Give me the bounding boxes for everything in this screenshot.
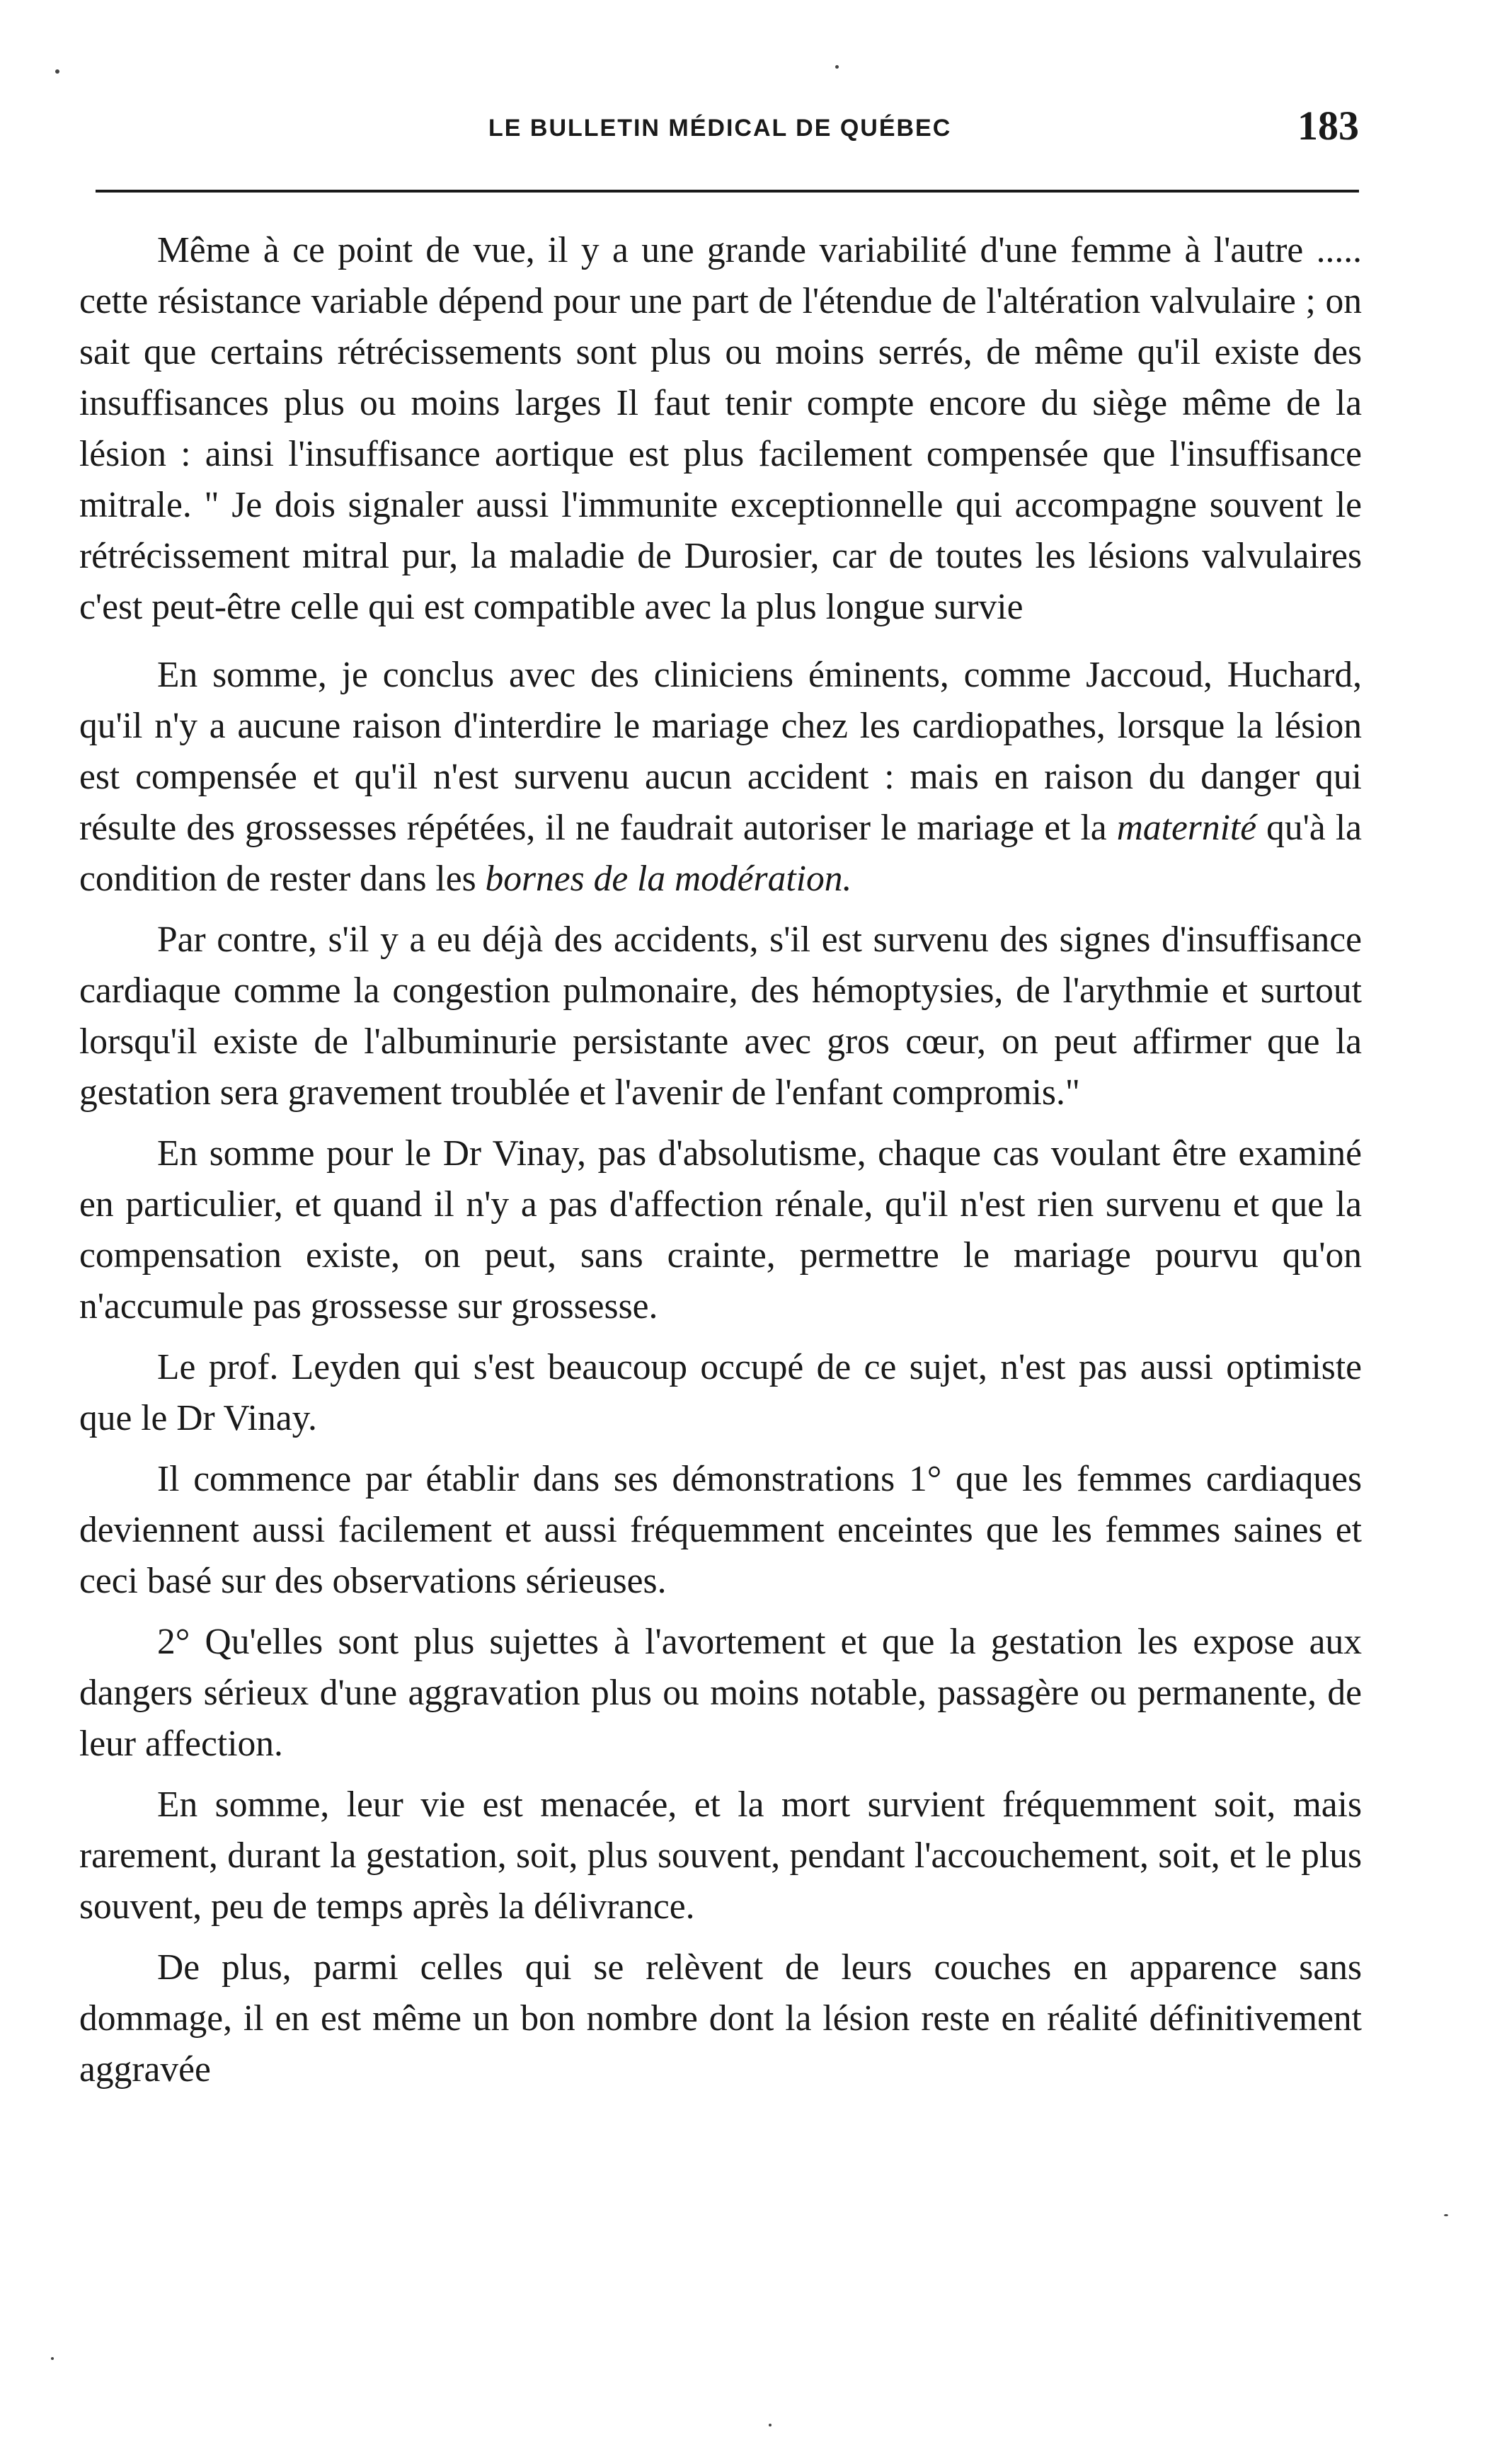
scan-speck <box>769 2424 772 2426</box>
paragraph-2-text: En somme, je conclus avec des cliniciens éminents, comme Jaccoud, Huchard, qu'il n'y a aucune raison d'interdire le mariage chez les cardiopathes, lorsque la lésion est compensée et qu'il n'est survenu aucun accident : mais en raison du danger qui résulte des grossesses répétées, il ne faudrait autoriser le mariage et la <box>79 655 1362 848</box>
scan-speck <box>55 69 59 74</box>
paragraph-4: En somme pour le Dr Vinay, pas d'absolutisme, chaque cas voulant être examiné en particulier, et quand il n'y a pas d'affection rénale, qu'il n'est rien survenu et que la compensation existe, on peut, sans crainte, permettre le mariage pourvu qu'on n'accumule pas grossesse sur grossesse. <box>79 1133 1362 1326</box>
paragraph-9: De plus, parmi celles qui se relèvent de leurs couches en apparence sans dommage, il en est même un bon nombre dont la lésion reste en réalité définitivement aggravée <box>79 1947 1362 2090</box>
paragraph-2 <box>79 650 1362 905</box>
paragraph-6: Il commence par établir dans ses démonstrations 1° que les femmes cardiaques deviennent aussi facilement et aussi fréquemment enceintes que les femmes saines et ceci basé sur des observations sérieuses. <box>79 1459 1362 1601</box>
header-rule <box>96 190 1359 193</box>
paragraph-8: En somme, leur vie est menacée, et la mort survient fréquemment soit, mais rarement, durant la gestation, soit, plus souvent, pendant l'accouchement, soit, et le plus souvent, peu de temps après la délivrance. <box>79 1784 1362 1927</box>
italic-moderation: bornes de la modération. <box>485 859 852 899</box>
page-header <box>92 99 1366 156</box>
paragraph-5: Le prof. Leyden qui s'est beaucoup occupé de ce sujet, n'est pas aussi optimiste que le Dr Vinay. <box>79 1347 1362 1438</box>
italic-maternite: maternité <box>1116 808 1257 848</box>
scan-speck <box>1444 2214 1448 2216</box>
scan-speck <box>835 65 839 69</box>
paragraph-1: Même à ce point de vue, il y a une grande variabilité d'une femme à l'autre ..... cette résistance variable dépend pour une part de l'étendue de l'altération valvulaire ; on sait que certains rétrécissements sont plus ou moins serrés, de même qu'il existe des insuffisances plus ou moins larges Il faut tenir compte encore du siège même de la lésion : ainsi l'insuffisance aortique est plus facilement compensée que l'insuffisance mitrale. " Je dois signaler aussi l'immunite exceptionnelle qui accompagne souvent le rétrécissement mitral pur, la maladie de Durosier, car de toutes les lésions valvulaires c'est peut-être celle qui est compatible avec la plus longue survie <box>79 230 1362 627</box>
paragraph-7: 2° Qu'elles sont plus sujettes à l'avortement et que la gestation les expose aux dangers sérieux d'une aggravation plus ou moins notable, passagère ou permanente, de leur affection. <box>79 1622 1362 1764</box>
body-text <box>79 225 1362 2105</box>
page-number: 183 <box>1297 103 1359 149</box>
paragraph-2-middle: qu'à la condition de rester dans les <box>79 808 1362 899</box>
paragraph-3: Par contre, s'il y a eu déjà des accidents, s'il est survenu des signes d'insuffisance cardiaque comme la congestion pulmonaire, des hémoptysies, de l'arythmie et surtout lorsqu'il existe de l'albuminurie persistante avec gros cœur, on peut affirmer que la gestation sera gravement troublée et l'avenir de l'enfant compromis." <box>79 919 1362 1113</box>
running-title: LE BULLETIN MÉDICAL DE QUÉBEC <box>488 115 952 142</box>
scan-speck <box>51 2357 54 2360</box>
